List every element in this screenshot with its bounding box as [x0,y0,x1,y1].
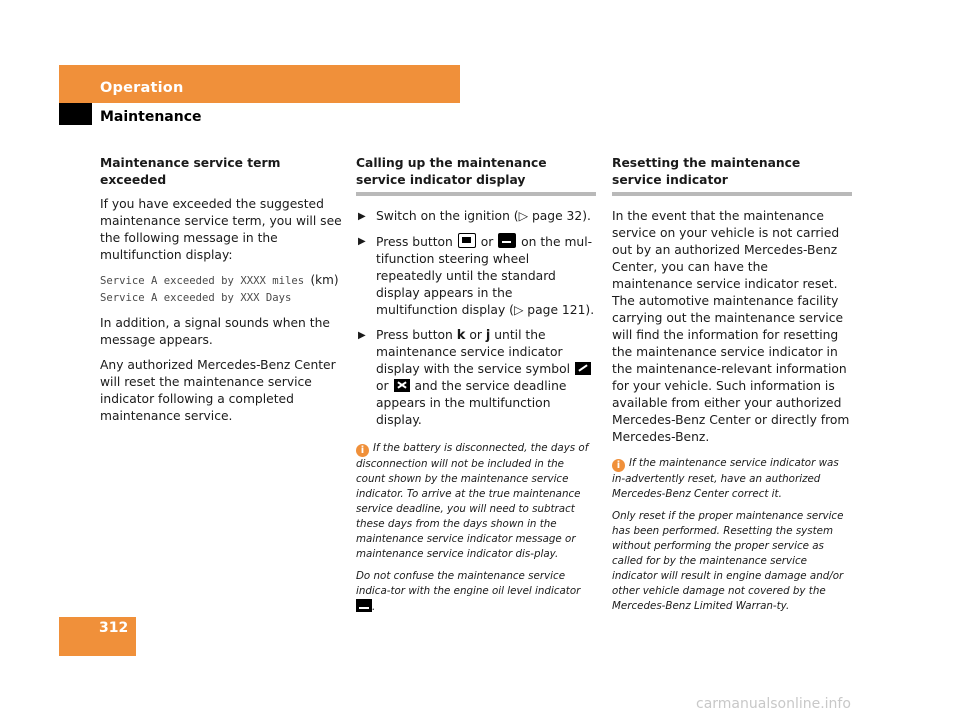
step-2-text-a: Press button [376,235,453,249]
step-3-or-2: or [376,379,389,393]
col3-paragraph-1: In the event that the maintenance service on your vehicle is not carried out by an authorized Mercedes-Benz Center, you can have the maintenance service indicator reset. The automotive maintenance facility carrying out the maintenance service will find the information for resetting the maintenance service indicator in the maintenance-relevant information for your vehicle. Such information is available from either your authorized Mercedes-Benz Center or directly from Mercedes-Benz. [612,209,850,444]
display-next-button-icon [458,233,476,248]
column-2 [356,155,596,622]
wrench-icon [575,362,591,375]
engine-oil-level-icon [356,599,372,612]
col1-paragraph-3: Any authorized Mercedes-Benz Center will reset the maintenance service indicator following a completed maintenance service. [100,358,336,423]
display-message [100,272,342,307]
col3-note-2: Only reset if the proper maintenance service has been performed. Resetting the system without performing the proper service as called for by the maintenance service indicator will result in engine damage and/or other vehicle damage not covered by the Mercedes-Benz Limited Warran-ty. [612,510,844,612]
step-2 [356,233,596,319]
step-3-text-b: until the maintenance service indicator display with the service symbol [376,328,571,376]
col2-heading: Calling up the maintenance service indicator display [356,155,596,196]
col3-note-1 [612,456,852,502]
col1-paragraph-2: In addition, a signal sounds when the message appears. [100,316,330,347]
header-black-block [59,103,92,125]
display-message-line-2: Service A exceeded by XXX Days [100,292,292,304]
triangle-right-icon: ▶ [358,236,366,247]
step-2-or: or [480,235,494,249]
step-3 [356,327,596,429]
column-1 [100,155,342,433]
col3-note-1-text: If the maintenance service indicator was in-advertently reset, have an authorized Mercedes-Benz Center correct it. [612,457,839,500]
step-3-text-a: Press button [376,328,453,342]
triangle-right-icon: ▶ [358,211,366,222]
step-1-text: Switch on the ignition (▷ page 32). [376,209,591,223]
watermark: carmanualsonline.info [696,696,851,712]
display-prev-button-icon [498,233,516,248]
double-wrench-icon [394,379,410,392]
col2-note-1-text: If the battery is disconnected, the days of disconnection will not be included in the count shown by the maintenance service indicator. To arrive at the true maintenance service deadline, you will need to subtract these days from the days shown in the maintenance service indicator message or maintenance service indicator dis-play. [356,442,589,560]
step-3-text-c: and the service deadline appears in the multifunction display. [376,379,567,427]
column-3 [612,155,852,621]
step-2-text-b: on the mul-tifunction steering wheel repeatedly until the standard display appears in the multifunction display (▷ page 121). [376,235,595,317]
section-title: Operation [100,80,184,96]
key-k-icon: k [456,328,466,343]
key-j-icon: j [485,328,491,343]
col1-heading: Maintenance service term exceeded [100,156,281,187]
step-1 [356,208,596,225]
triangle-right-icon: ▶ [358,330,366,341]
subsection-title: Maintenance [100,109,202,125]
display-message-unit: (km) [310,273,339,287]
page-number: 312 [99,620,129,636]
col2-note-2-text: Do not confuse the maintenance service indica-tor with the engine oil level indicator [356,570,581,597]
col1-paragraph-1: If you have exceeded the suggested maintenance service term, you will see the following message in the multifunction display: [100,197,342,262]
step-3-or: or [469,328,482,342]
col2-note-2: Do not confuse the maintenance service indica-tor with the engine oil level indicator . [356,570,581,613]
col2-note-1 [356,441,596,562]
info-icon: i [612,459,625,472]
display-message-line-1: Service A exceeded by XXXX miles [100,275,305,287]
info-icon: i [356,444,369,457]
col3-heading: Resetting the maintenance service indicator [612,155,852,196]
